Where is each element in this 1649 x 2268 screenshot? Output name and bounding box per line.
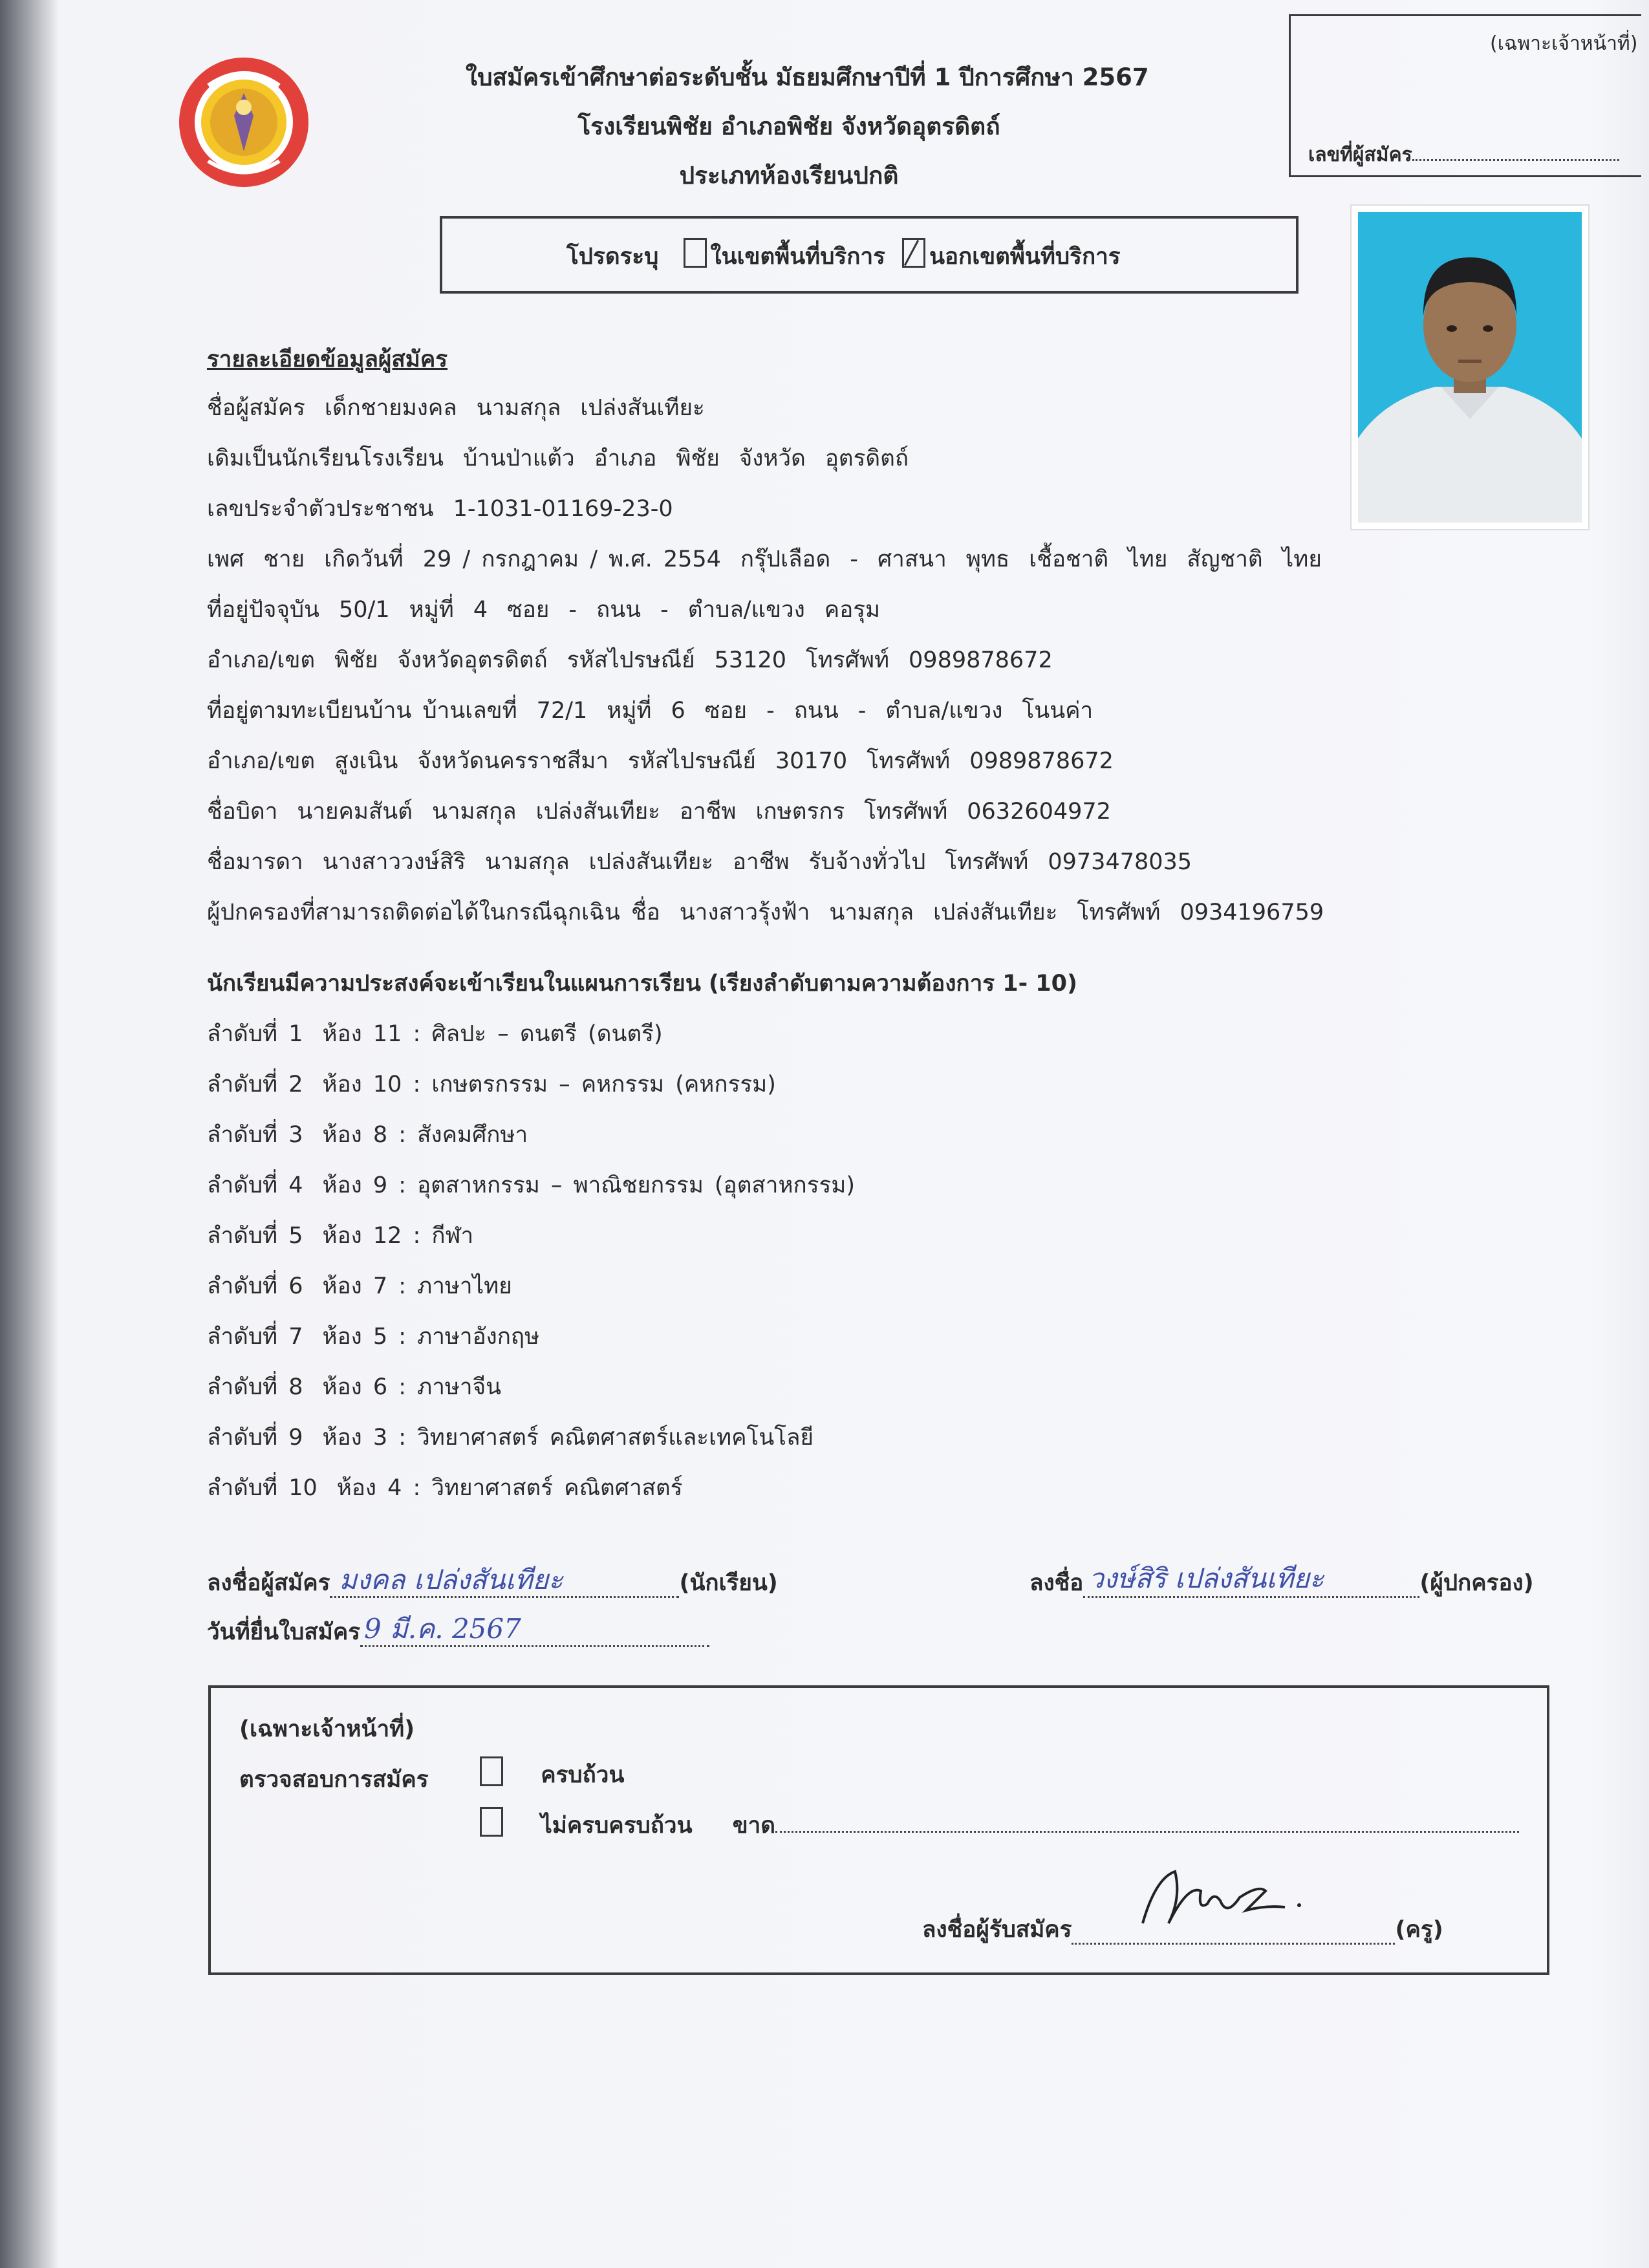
current-province: อุตรดิตถ์ bbox=[464, 647, 548, 673]
current-house-no: 50/1 bbox=[338, 597, 390, 623]
office-corner-label: (เฉพาะเจ้าหน้าที่) bbox=[1490, 32, 1638, 55]
guardian-handwritten-signature: วงษ์สิริ เปล่งสันเทียะ bbox=[1088, 1562, 1324, 1594]
emergency-surname: เปล่งสันเทียะ bbox=[933, 900, 1058, 925]
district: พิชัย bbox=[676, 446, 720, 471]
classroom-type: ประเภทห้องเรียนปกติ bbox=[679, 162, 899, 189]
registered-province-label: จังหวัด bbox=[417, 748, 484, 774]
preference-item bbox=[207, 1117, 528, 1152]
personal-info-row bbox=[207, 541, 1322, 577]
applicant-signature-suffix: (นักเรียน) bbox=[679, 1570, 778, 1596]
birth-label: เกิดวันที่ bbox=[324, 546, 404, 572]
race: ไทย bbox=[1128, 546, 1168, 572]
current-soi-label: ซอย bbox=[507, 597, 550, 623]
citizen-id: 1-1031-01169-23-0 bbox=[453, 496, 673, 522]
registered-phone-label: โทรศัพท์ bbox=[867, 748, 951, 774]
applicant-handwritten-signature: มงคล เปล่งสันเทียะ bbox=[339, 1564, 563, 1595]
mother-surname: เปล่งสันเทียะ bbox=[588, 849, 714, 875]
father-job: เกษตรกร bbox=[755, 799, 845, 825]
applicant-signature-label: ลงชื่อผู้สมัคร bbox=[207, 1570, 330, 1596]
registered-province: นครราชสีมา bbox=[484, 748, 609, 774]
registered-soi-label: ซอย bbox=[704, 698, 748, 724]
father-label: ชื่อบิดา bbox=[207, 799, 278, 825]
father-surname-label: นามสกุล bbox=[431, 799, 517, 825]
preference-room: ห้อง 4 : วิทยาศาสตร์ คณิตศาสตร์ bbox=[336, 1475, 683, 1501]
father-job-label: อาชีพ bbox=[679, 799, 737, 825]
current-moo: 4 bbox=[473, 597, 488, 623]
guardian-signature-line[interactable] bbox=[1029, 1562, 1534, 1601]
registered-subdistrict: โนนค่า bbox=[1022, 698, 1094, 724]
mother-job-label: อาชีพ bbox=[733, 849, 790, 875]
current-road: - bbox=[660, 597, 669, 623]
district-label: อำเภอ bbox=[594, 446, 657, 471]
previous-school-row bbox=[207, 440, 909, 476]
applicant-photo bbox=[1352, 206, 1588, 529]
emergency-phone: 0934196759 bbox=[1180, 900, 1324, 925]
registered-moo: 6 bbox=[671, 698, 685, 724]
mother-phone-label: โทรศัพท์ bbox=[945, 849, 1029, 875]
registered-address-row-2 bbox=[207, 743, 1114, 779]
preference-item bbox=[207, 1167, 855, 1203]
area-label: โปรดระบุ bbox=[566, 244, 659, 270]
mother-surname-label: นามสกุล bbox=[485, 849, 570, 875]
complete-checkbox[interactable] bbox=[480, 1756, 503, 1786]
prev-school-label: เดิมเป็นนักเรียนโรงเรียน bbox=[207, 446, 444, 471]
missing-label: ขาด bbox=[732, 1813, 775, 1839]
applicant-number-label: เลขที่ผู้สมัคร bbox=[1308, 144, 1412, 166]
applicant-surname: เปล่งสันเทียะ bbox=[580, 395, 705, 421]
preference-rank: ลำดับที่ 8 bbox=[207, 1374, 303, 1400]
emergency-name: นางสาวรุ้งฟ้า bbox=[679, 900, 810, 925]
current-district-label: อำเภอ/เขต bbox=[207, 647, 316, 673]
father-name: นายคมสันต์ bbox=[297, 799, 413, 825]
surname-label: นามสกุล bbox=[476, 395, 561, 421]
emergency-label: ผู้ปกครองที่สามารถติดต่อได้ในกรณีฉุกเฉิน ชื่อ bbox=[207, 900, 660, 925]
current-phone-label: โทรศัพท์ bbox=[806, 647, 890, 673]
current-address-label: ที่อยู่ปัจจุบัน bbox=[207, 597, 319, 623]
citizen-id-label: เลขประจำตัวประชาชน bbox=[207, 496, 434, 522]
registered-subdistrict-label: ตำบล/แขวง bbox=[885, 698, 1003, 724]
registered-moo-label: หมู่ที่ bbox=[607, 698, 652, 724]
preferences-heading: นักเรียนมีความประสงค์จะเข้าเรียนในแผนการเรียน (เรียงลำดับตามความต้องการ 1- 10) bbox=[207, 971, 1078, 997]
mother-job: รับจ้างทั่วไป bbox=[808, 849, 926, 875]
emergency-contact-row bbox=[207, 894, 1324, 930]
guardian-signature-suffix: (ผู้ปกครอง) bbox=[1419, 1570, 1534, 1596]
current-postcode: 53120 bbox=[714, 647, 786, 673]
applicant-name: เด็กชายมงคล bbox=[324, 395, 457, 421]
registered-address-row bbox=[207, 693, 1093, 728]
blood-label: กรุ๊ปเลือด bbox=[740, 546, 831, 572]
applicant-name-row bbox=[207, 390, 705, 426]
registered-house-no: 72/1 bbox=[536, 698, 588, 724]
registered-district: สูงเนิน bbox=[334, 748, 398, 774]
preference-item bbox=[207, 1268, 512, 1304]
emergency-phone-label: โทรศัพท์ bbox=[1077, 900, 1161, 925]
preference-item bbox=[207, 1066, 776, 1102]
application-date-line[interactable] bbox=[207, 1614, 709, 1650]
details-heading: รายละเอียดข้อมูลผู้สมัคร bbox=[207, 347, 448, 373]
preference-item bbox=[207, 1369, 501, 1405]
father-phone: 0632604972 bbox=[967, 799, 1111, 825]
incomplete-label: ไม่ครบครบถ้วน bbox=[541, 1813, 693, 1839]
preference-item bbox=[207, 1218, 473, 1253]
incomplete-option[interactable] bbox=[476, 1807, 1519, 1843]
nationality-label: สัญชาติ bbox=[1187, 546, 1263, 572]
preference-rank: ลำดับที่ 5 bbox=[207, 1223, 303, 1249]
preference-rank: ลำดับที่ 7 bbox=[207, 1324, 303, 1350]
application-date-handwritten: 9 มี.ค. 2567 bbox=[364, 1613, 521, 1645]
emergency-surname-label: นามสกุล bbox=[829, 900, 914, 925]
current-province-label: จังหวัด bbox=[397, 647, 464, 673]
preference-room: ห้อง 5 : ภาษาอังกฤษ bbox=[322, 1324, 540, 1350]
receiver-signature-label: ลงชื่อผู้รับสมัคร bbox=[922, 1917, 1072, 1943]
mother-name: นางสาววงษ์สิริ bbox=[322, 849, 466, 875]
registered-district-label: อำเภอ/เขต bbox=[207, 748, 316, 774]
complete-option[interactable] bbox=[476, 1756, 624, 1793]
current-postcode-label: รหัสไปรษณีย์ bbox=[566, 647, 695, 673]
blood-group: - bbox=[850, 546, 858, 572]
registered-postcode: 30170 bbox=[775, 748, 848, 774]
preference-rank: ลำดับที่ 6 bbox=[207, 1273, 303, 1299]
current-soi: - bbox=[568, 597, 577, 623]
preference-rank: ลำดับที่ 4 bbox=[207, 1172, 303, 1198]
preference-item bbox=[207, 1319, 539, 1354]
preference-room: ห้อง 9 : อุตสาหกรรม – พาณิชยกรรม (อุตสาหกรรม) bbox=[322, 1172, 856, 1198]
registered-road-label: ถนน bbox=[793, 698, 839, 724]
preference-rank: ลำดับที่ 2 bbox=[207, 1072, 303, 1097]
current-subdistrict: คอรุม bbox=[824, 597, 881, 623]
form-title: ใบสมัครเข้าศึกษาต่อระดับชั้น มัธยมศึกษาปีที่ 1 ปีการศึกษา 2567 bbox=[466, 63, 1149, 91]
incomplete-checkbox[interactable] bbox=[480, 1807, 503, 1837]
preference-room: ห้อง 10 : เกษตรกรรม – คหกรรม (คหกรรม) bbox=[322, 1072, 776, 1097]
preference-room: ห้อง 11 : ศิลปะ – ดนตรี (ดนตรี) bbox=[322, 1021, 663, 1047]
nationality: ไทย bbox=[1282, 546, 1322, 572]
sex-label: เพศ bbox=[207, 546, 244, 572]
school-seal-logo bbox=[176, 54, 312, 190]
name-label: ชื่อผู้สมัคร bbox=[207, 395, 305, 421]
current-subdistrict-label: ตำบล/แขวง bbox=[687, 597, 805, 623]
mother-phone: 0973478035 bbox=[1048, 849, 1192, 875]
race-label: เชื้อชาติ bbox=[1029, 546, 1109, 572]
receiver-signature-suffix: (ครู) bbox=[1395, 1917, 1443, 1943]
preference-item bbox=[207, 1420, 814, 1455]
current-phone: 0989878672 bbox=[909, 647, 1053, 673]
current-address-row-2 bbox=[207, 642, 1053, 678]
in-area-checkbox[interactable] bbox=[684, 238, 707, 268]
current-address-row bbox=[207, 592, 880, 627]
registered-soi: - bbox=[766, 698, 775, 724]
preference-room: ห้อง 6 : ภาษาจีน bbox=[322, 1374, 502, 1400]
mother-label: ชื่อมารดา bbox=[207, 849, 303, 875]
father-surname: เปล่งสันเทียะ bbox=[535, 799, 660, 825]
receiver-signature-scribble bbox=[1130, 1859, 1324, 1936]
preference-room: ห้อง 7 : ภาษาไทย bbox=[322, 1273, 512, 1299]
application-date-label: วันที่ยื่นใบสมัคร bbox=[207, 1619, 361, 1645]
registered-address-label: ที่อยู่ตามทะเบียนบ้าน บ้านเลขที่ bbox=[207, 698, 517, 724]
registered-road: - bbox=[857, 698, 867, 724]
father-phone-label: โทรศัพท์ bbox=[864, 799, 948, 825]
area-selection bbox=[566, 238, 1121, 274]
office-check-label: ตรวจสอบการสมัคร bbox=[239, 1767, 429, 1793]
province: อุตรดิตถ์ bbox=[824, 446, 909, 471]
preference-rank: ลำดับที่ 9 bbox=[207, 1425, 303, 1451]
complete-label: ครบถ้วน bbox=[541, 1762, 625, 1788]
province-label: จังหวัด bbox=[738, 446, 806, 471]
out-area-label: นอกเขตพื้นที่บริการ bbox=[929, 244, 1121, 270]
guardian-signature-label: ลงชื่อ bbox=[1029, 1570, 1084, 1596]
birth-date: 29 / กรกฎาคม / พ.ศ. 2554 bbox=[422, 546, 721, 572]
citizen-id-row bbox=[207, 491, 673, 526]
father-row bbox=[207, 794, 1111, 829]
preference-room: ห้อง 3 : วิทยาศาสตร์ คณิตศาสตร์และเทคโนโลยี bbox=[322, 1425, 814, 1451]
registered-postcode-label: รหัสไปรษณีย์ bbox=[627, 748, 756, 774]
preference-rank: ลำดับที่ 3 bbox=[207, 1122, 303, 1148]
preference-item bbox=[207, 1470, 683, 1506]
school-name: โรงเรียนพิชัย อำเภอพิชัย จังหวัดอุตรดิตถ์ bbox=[577, 113, 1000, 140]
religion: พุทธ bbox=[965, 546, 1010, 572]
out-area-checkbox[interactable] bbox=[902, 238, 925, 268]
applicant-signature-line[interactable] bbox=[207, 1565, 778, 1601]
preference-rank: ลำดับที่ 1 bbox=[207, 1021, 303, 1047]
in-area-label: ในเขตพื้นที่บริการ bbox=[710, 244, 885, 270]
religion-label: ศาสนา bbox=[877, 546, 947, 572]
preference-room: ห้อง 8 : สังคมศึกษา bbox=[322, 1122, 528, 1148]
preference-room: ห้อง 12 : กีฬา bbox=[322, 1223, 474, 1249]
current-road-label: ถนน bbox=[596, 597, 641, 623]
prev-school: บ้านป่าแต้ว bbox=[463, 446, 575, 471]
missing-field[interactable] bbox=[775, 1831, 1519, 1833]
registered-phone: 0989878672 bbox=[969, 748, 1114, 774]
office-title: (เฉพาะเจ้าหน้าที่) bbox=[239, 1716, 415, 1742]
receiver-signature-line[interactable] bbox=[922, 1912, 1443, 1947]
current-moo-label: หมู่ที่ bbox=[409, 597, 454, 623]
preference-rank: ลำดับที่ 10 bbox=[207, 1475, 318, 1501]
mother-row bbox=[207, 844, 1192, 880]
preference-item bbox=[207, 1016, 663, 1052]
sex: ชาย bbox=[263, 546, 305, 572]
current-district: พิชัย bbox=[334, 647, 378, 673]
applicant-number-field[interactable] bbox=[1308, 140, 1619, 170]
